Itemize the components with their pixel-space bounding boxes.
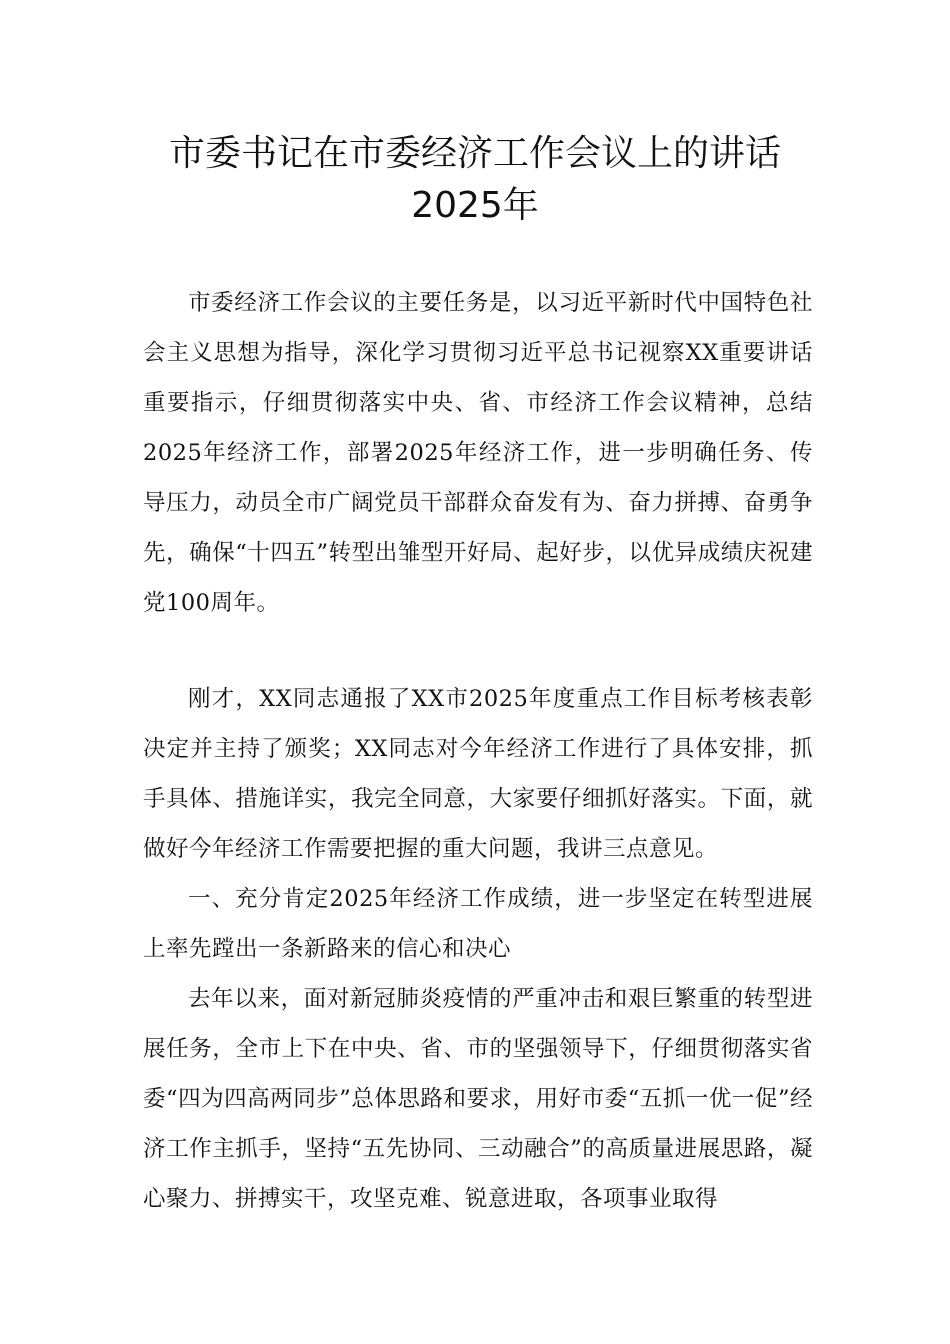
paragraph-review: 去年以来，面对新冠肺炎疫情的严重冲击和艰巨繁重的转型进展任务，全市上下在中央、省、市的坚强领导下，仔细贯彻落实省委“四为四高两同步”总体思路和要求，用好市委“五抓一优一促”经济工作主抓手，坚持“五先协同、三动融合”的高质量进展思路，凝心聚力、拼搏实干，攻坚克难、锐意进取，各项事业取得 <box>143 986 813 1212</box>
paragraph-remarks: 刚才，XX同志通报了XX市2025年度重点工作目标考核表彰决定并主持了颁奖；XX同志对今年经济工作进行了具体安排，抓手具体、措施详实，我完全同意，大家要仔细抓好落实。下面，就做好今年经济工作需要把握的重大问题，我讲三点意见。 <box>143 686 813 862</box>
document-title-year: 2025年 <box>411 185 539 226</box>
document-title: 市委书记在市委经济工作会议上的讲话 <box>168 133 781 174</box>
paragraph-intro: 市委经济工作会议的主要任务是，以习近平新时代中国特色社会主义思想为指导，深化学习贯彻习近平总书记视察XX重要讲话重要指示，仔细贯彻落实中央、省、市经济工作会议精神，总结2025年经济工作，部署2025年经济工作，进一步明确任务、传导压力，动员全市广阔党员干部群众奋发有为、奋力拼搏、奋勇争先，确保“十四五”转型出雏型开好局、起好步，以优异成绩庆祝建党100周年。 <box>143 290 813 616</box>
section-heading-one: 一、充分肯定2025年经济工作成绩，进一步坚定在转型进展上率先蹚出一条新路来的信心和决心 <box>143 886 813 962</box>
